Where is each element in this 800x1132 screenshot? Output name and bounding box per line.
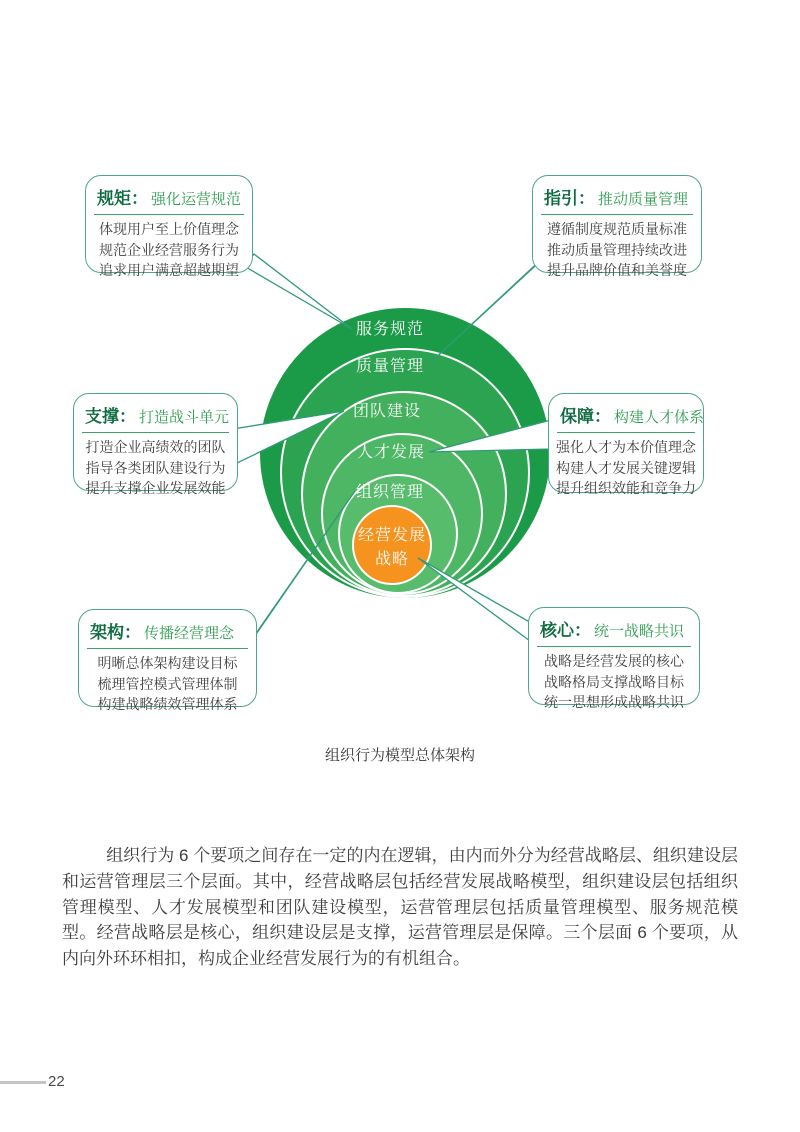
callout-line: 遵循制度规范质量标准 [547, 221, 687, 237]
callout-body [91, 215, 247, 281]
callout-line: 追求用户满意超越期望 [99, 262, 239, 278]
callout-title-row [541, 182, 693, 215]
ring-label-team: 团队建设 [352, 403, 422, 420]
callout-line: 梳理管控模式管理体制 [97, 675, 238, 692]
callout-title: 保障： [560, 407, 611, 426]
callout-line: 提升品牌价值和美誉度 [547, 262, 687, 278]
callout-title-row [87, 616, 248, 649]
figure-caption: 组织行为模型总体架构 [324, 747, 475, 764]
callout-title: 支撑： [85, 407, 136, 426]
callout-title-row [557, 400, 705, 433]
callout-box-jiagou [78, 609, 257, 712]
callout-line: 明晰总体架构建设目标 [97, 655, 238, 671]
callout-body [538, 215, 696, 281]
callout-line: 统一思想形成战略共识 [544, 694, 684, 710]
ring-label-service: 服务规范 [355, 321, 425, 338]
ring-label-quality: 质量管理 [355, 358, 425, 375]
callout-line: 构建人才发展关键逻辑 [556, 459, 696, 476]
callout-line: 战略格局支撑战略目标 [544, 673, 684, 690]
callout-subtitle: 构建人才体系 [614, 409, 705, 426]
callout-title-row [94, 182, 244, 215]
callout-subtitle: 强化运营规范 [151, 191, 242, 208]
callout-line: 构建战略绩效管理体系 [97, 696, 238, 712]
callout-box-baozhang [548, 393, 705, 496]
callout-body [84, 649, 251, 715]
callout-title: 架构： [90, 623, 141, 642]
callout-line: 提升支撑企业发展效能 [85, 480, 226, 496]
page-number-rule [0, 1081, 46, 1084]
center-label-line2: 战略 [374, 551, 410, 568]
callout-box-hexin [528, 607, 700, 710]
callout-title: 指引： [544, 189, 595, 208]
callout-subtitle: 推动质量管理 [598, 191, 689, 208]
callout-line: 规范企业经营服务行为 [99, 241, 239, 258]
callout-body [534, 647, 694, 713]
callout-title: 规矩： [97, 189, 148, 208]
center-circle-strategy [353, 506, 431, 584]
page-number: 22 [48, 1073, 65, 1090]
callout-subtitle: 统一战略共识 [594, 623, 685, 640]
callout-subtitle: 传播经营理念 [144, 625, 235, 642]
callout-title-row [537, 614, 691, 647]
callout-subtitle: 打造战斗单元 [139, 409, 230, 426]
connector-wedge-guiju [244, 254, 352, 329]
callout-line: 推动质量管理持续改进 [547, 241, 687, 258]
ring-label-organization: 组织管理 [355, 484, 425, 501]
callout-body [554, 433, 698, 499]
callout-title-row [82, 400, 229, 433]
callout-line: 战略是经营发展的核心 [544, 653, 684, 669]
callout-title: 核心： [540, 621, 591, 640]
callout-line: 体现用户至上价值理念 [99, 221, 239, 237]
callout-box-zhiyin [532, 175, 702, 278]
ring-label-talent: 人才发展 [356, 444, 426, 461]
callout-line: 打造企业高绩效的团队 [85, 439, 226, 455]
body-paragraph: 组织行为 6 个要项之间存在一定的内在逻辑，由内而外分为经营战略层、组织建设层和运营管理层三个层面。其中，经营战略层包括经营发展战略模型，组织建设层包括组织管理模型、人才发展模型和团队建设模型，运营管理层包括质量管理模型、服务规范模型。经营战略层是核心，组织建设层是支撑，运营管理层是保障。三个层面 6 个要项，从内向外环环相扣，构成企业经营发展行为的有机组合。 [62, 846, 738, 969]
callout-line: 强化人才为本价值理念 [556, 439, 696, 455]
callout-box-zhicheng [73, 393, 238, 496]
center-label-line1: 经营发展 [357, 527, 427, 544]
callout-line: 提升组织效能和竞争力 [556, 480, 696, 496]
callout-box-guiju [85, 175, 253, 278]
callout-body [79, 433, 232, 499]
callout-line: 指导各类团队建设行为 [85, 459, 226, 476]
